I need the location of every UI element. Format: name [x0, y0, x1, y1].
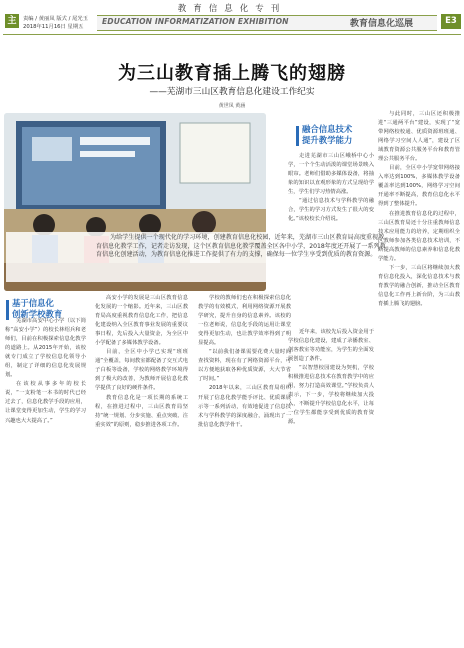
paragraph: 目前，全区中小学已实现“班班通”全覆盖，每间教室都配备了交互式电子白板等设备，学校的网络教学环境得到了极大的改善，为教师开展信息化教学提供了良好的硬件条件。 [95, 349, 188, 392]
article-headline: 为三山教育插上腾飞的翅膀 [118, 63, 346, 84]
paragraph: 在该校从事多年的校长说，“一支粉笔一本书的时代已经过去了，信息化教学手段的应用，让课堂变得更加生动，学生的学习兴趣也大大提高了。” [5, 381, 86, 424]
paragraph: 下一步，三山区将继续加大教育信息化投入，深化信息技术与教育教学的融合创新，推动全区教育信息化工作再上新台阶，为三山教育插上腾飞的翅膀。 [378, 264, 460, 307]
text-column-3 [198, 294, 291, 647]
page-number-badge: E3 [441, 14, 461, 29]
paragraph: 近年来，该校先后投入资金用于学校信息化建设，建成了录播教室、创客教室等功能室，为学生的全面发展创造了条件。 [288, 329, 374, 363]
editor-credits: 责编 / 黄丽凤 版式 / 尾光玉 [23, 16, 88, 22]
article-subheadline: ——芜湖市三山区教育信息化建设工作纪实 [149, 87, 315, 97]
paragraph: 学校的教师们也在积极探索信息化教学的有效模式，利用网络资源开展教学研究，提升自身的信息素养。该校的一位老师说，信息化手段的运用让课堂变得更加生动，也让教学效率得到了明显提高。 [198, 295, 291, 347]
paragraph: 高安小学的发展是三山区教育信息化发展的一个缩影。近年来，三山区教育局高度重视教育信息化工作，把信息化建设纳入全区教育事业发展的重要议事日程，先后投入大量资金，为全区中小学配备了多媒体教学设备。 [95, 295, 188, 347]
english-section-title: EDUCATION INFORMATIZATION EXHIBITION [102, 17, 289, 26]
paragraph: 2018年以来，三山区教育局组织开展了信息化教学能手评比、优质课展示等一系列活动，有效地促进了信息技术与学科教学的深度融合，涌现出了一批信息化教学骨干。 [198, 385, 291, 428]
section-heading-1-text: 基于信息化 创新学校教育 [12, 298, 63, 319]
paragraph: 与此同时，三山区还积极推进“三通两平台”建设，实现了“宽带网络校校通、优质资源班班通、网络学习空间人人通”，建设了区域教育资源公共服务平台和教育管理公共服务平台。 [378, 111, 460, 163]
text-column-2 [95, 294, 188, 647]
section-heading-2-text: 融合信息技术 提升教学能力 [302, 124, 353, 145]
paragraph: 走进芜湖市三山区峨桥中心小学，一个个生动活泼的课堂场景映入眼帘。老师们借助多媒体设备，将抽象的知识以直观形象的方式呈现给学生，学生们学习热情高涨。 [288, 153, 374, 196]
paragraph: 教育信息化是一项长期的系统工程，在推进过程中，三山区教育局坚持“统一规划、分步实施、重点突破、注重实效”的原则，稳步推进各项工作。 [95, 394, 188, 428]
article-byline: 黄世凤 黄涵 [218, 103, 246, 109]
issue-date: 2018年11月16日 星期五 [23, 24, 84, 30]
paragraph: 在推进教育信息化的过程中，三山区教育局还十分注重教师信息技术应用能力的培养，定期组织全区教师参加各类信息技术培训，不断提高教师的信息素养和信息化教学能力。 [378, 210, 460, 262]
paragraph: “以智慧校园建设为契机，学校积极推进信息技术在教育教学中的应用，努力打造高效课堂。”学校负责人表示，下一步，学校将继续加大投入，不断提升学校信息化水平，让每一位学生都能享受到优质的教育资源。 [288, 365, 374, 426]
text-column-4b [288, 328, 374, 647]
section-badge-left: 主 [5, 14, 19, 28]
text-column-5 [378, 110, 460, 647]
header-rule [3, 34, 461, 35]
paragraph: 目前，全区中小学宽带网络接入率达到100%，多媒体教学设备覆盖率达到100%，网络学习空间开通率不断提高，教育信息化水平得到了整体提升。 [378, 165, 460, 208]
photo-caption: 为给学生提供一个现代化的学习环境，创建教育信息化校园，近年来，芜湖市三山区教育局高度重视教育信息化教学工作，记者走访发现，这个区教育信息化教学覆盖全区各中小学，2018年度还开展了一系列教育信息化创建活动，为教育信息化推进工作提供了有力的支撑，确保每一位学生享受到优质的教育资源。 [6, 232, 393, 282]
text-column-1 [5, 317, 86, 647]
text-column-4 [288, 110, 374, 330]
paragraph: “以前我们备课需要花费大量时间查找资料，现在有了网络资源平台，可以方便地获取各种优质资源，大大节省了时间。” [198, 349, 291, 383]
top-section-title: 教育信息化专刊 [177, 4, 287, 14]
chinese-section-title: 教育信息化巡展 [350, 19, 414, 29]
paragraph: “通过信息技术与学科教学的融合，学生的学习方式发生了很大的变化。”该校校长介绍说。 [288, 198, 374, 223]
paragraph: 芜湖市高安中心小学（以下简称“高安小学”）的校长林绍兵和老师们，目前在积极探索信息化教学的道路上。从2015年开始，该校就专门成立了学校信息化领导小组，制定了详细的信息化发展规划。 [5, 318, 86, 379]
